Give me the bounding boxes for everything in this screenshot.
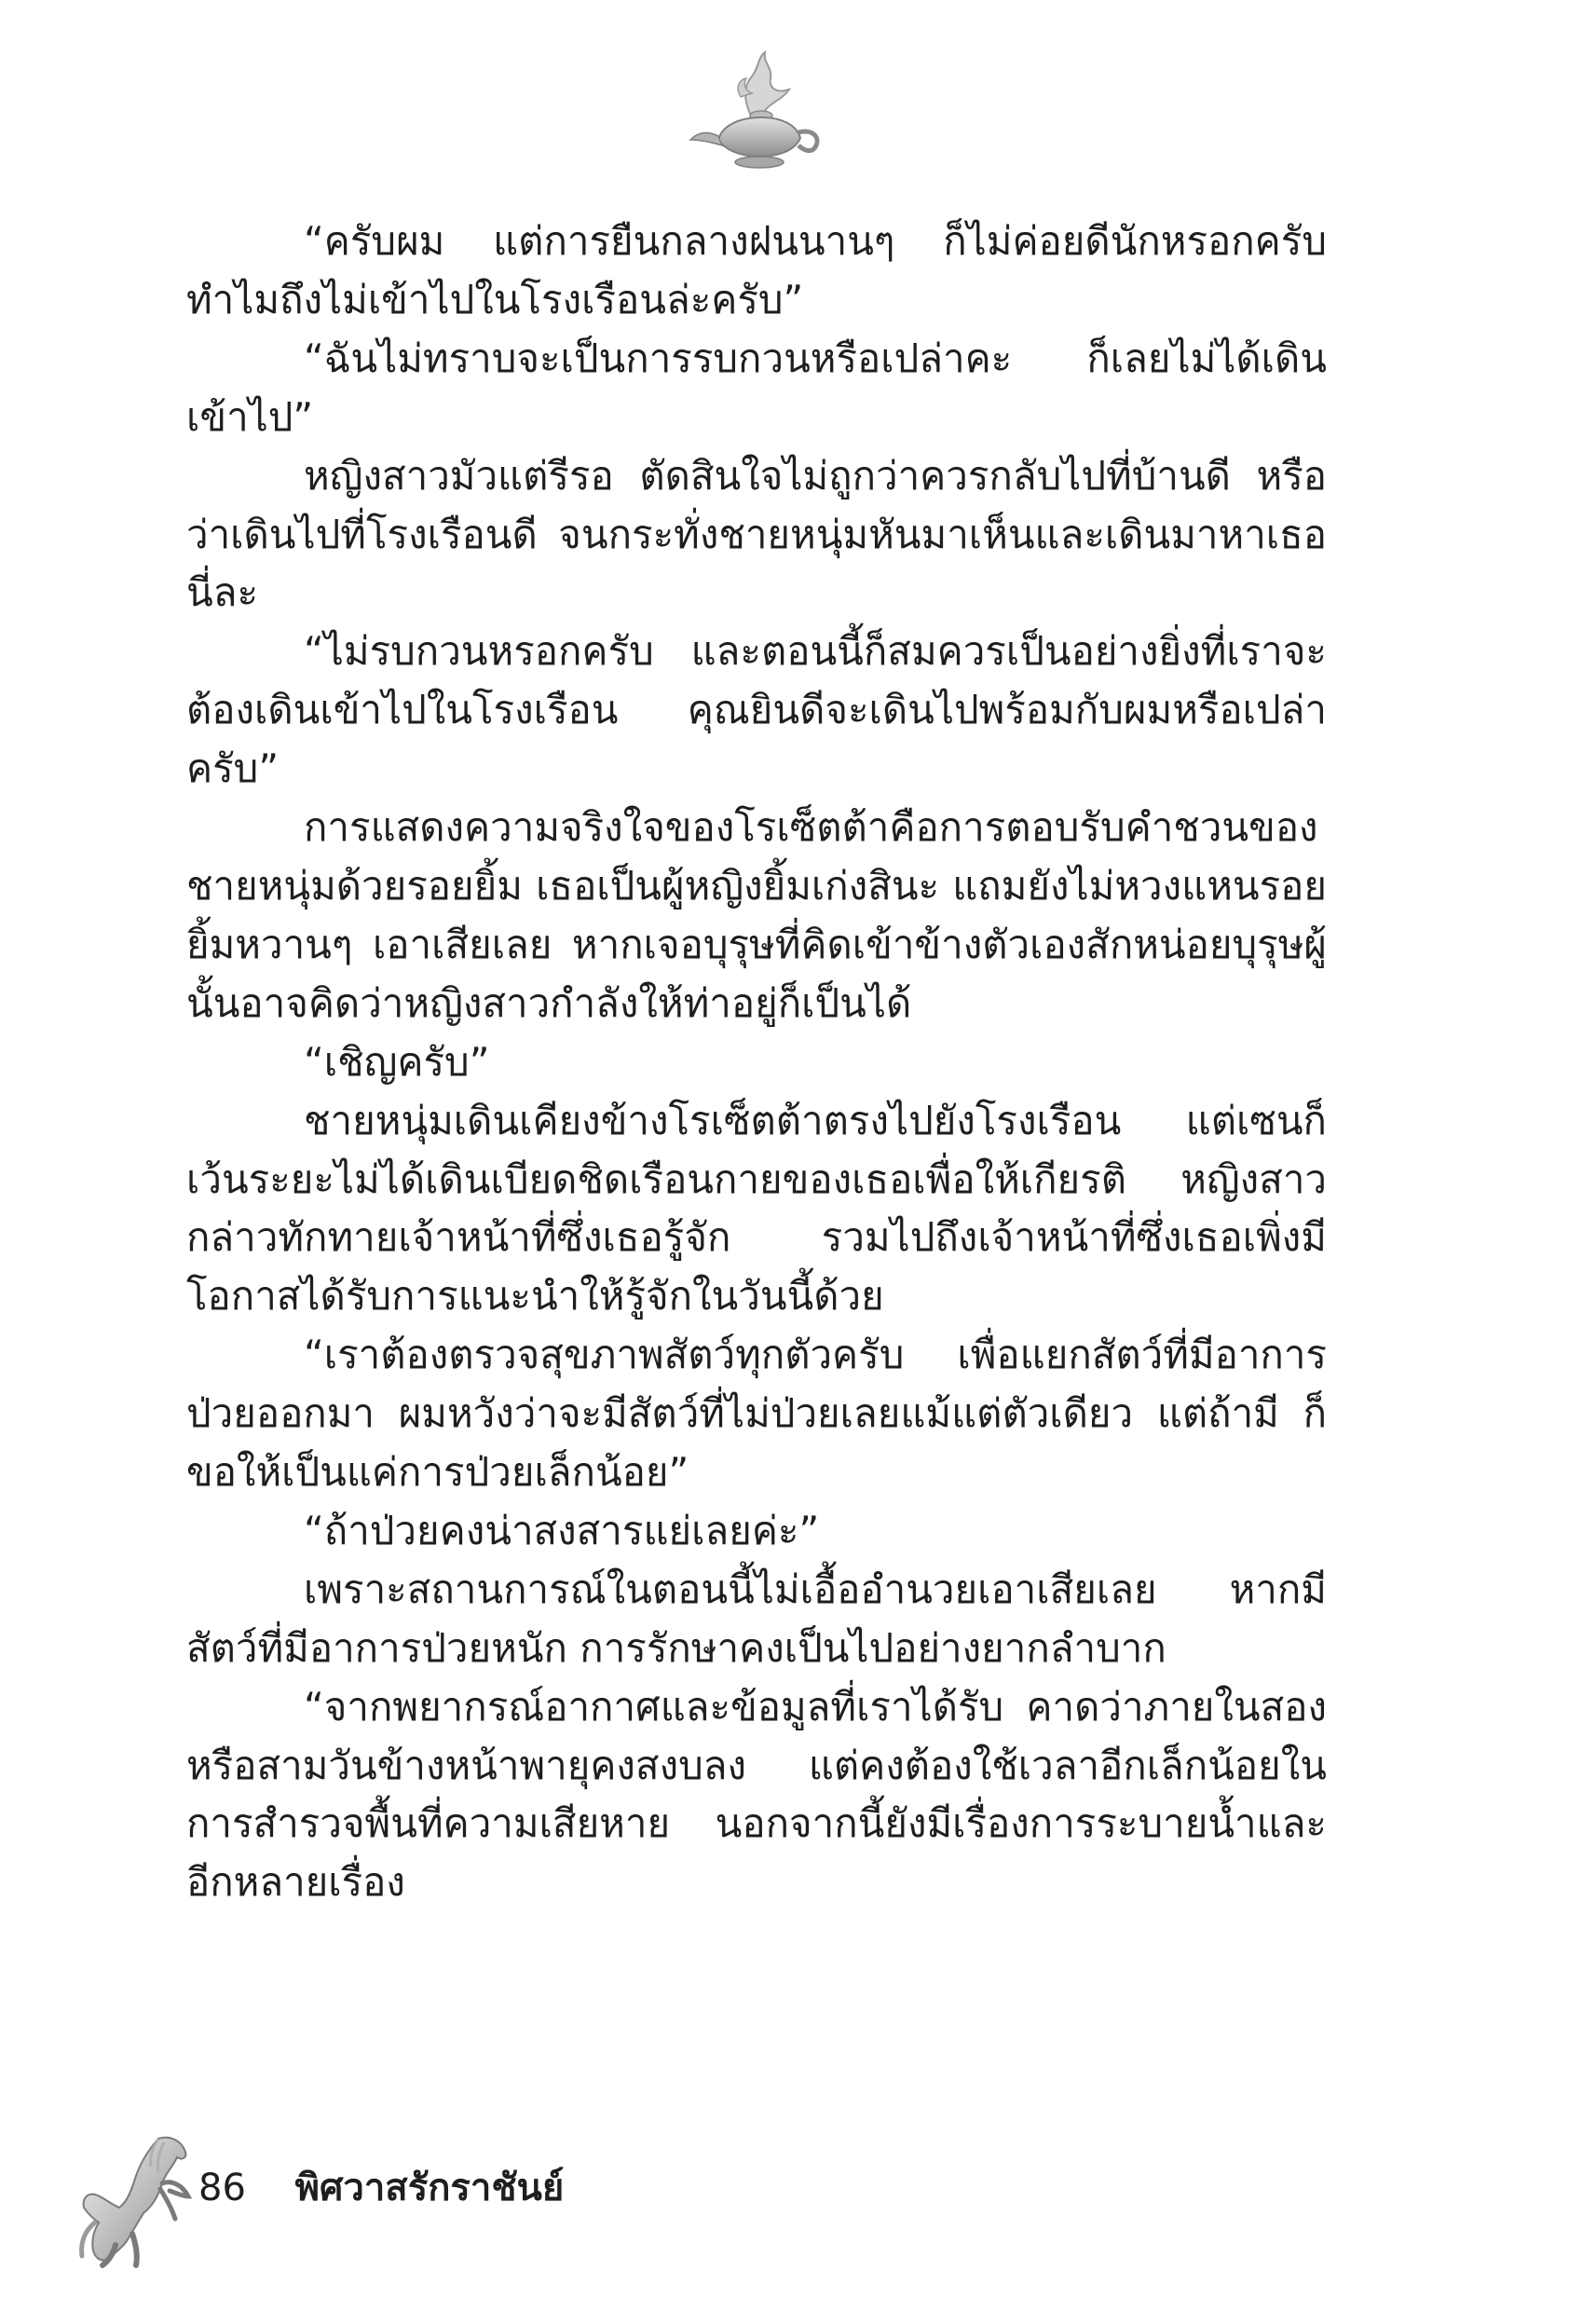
page-number: 86	[198, 2167, 246, 2209]
paragraph: การแสดงความจริงใจของโรเซ็ตต้าคือการตอบรับคำชวนของชายหนุ่มด้วยรอยยิ้ม เธอเป็นผู้หญิงยิ้มเก่งสินะ แถมยังไม่หวงแหนรอยยิ้มหวานๆ เอาเสียเลย หากเจอบุรุษที่คิดเข้าข้างตัวเองสักหน่อยบุรุษผู้นั้นอาจคิดว่าหญิงสาวกำลังให้ท่าอยู่ก็เป็นได้	[186, 804, 1327, 1026]
paragraph: “ฉันไม่ทราบจะเป็นการรบกวนหรือเปล่าคะ ก็เลยไม่ได้เดินเข้าไป”	[186, 335, 1327, 440]
genie-lamp-icon	[685, 47, 825, 177]
paragraph: “ครับผม แต่การยืนกลางฝนนานๆ ก็ไม่ค่อยดีนักหรอกครับ ทำไมถึงไม่เข้าไปในโรงเรือนล่ะครับ”	[186, 218, 1327, 322]
paragraph: “ไม่รบกวนหรอกครับ และตอนนี้ก็สมควรเป็นอย่างยิ่งที่เราจะต้องเดินเข้าไปในโรงเรือน คุณยินดีจะเดินไปพร้อมกับผมหรือเปล่าครับ”	[186, 628, 1327, 792]
page-footer	[198, 2160, 564, 2216]
paragraph: “จากพยากรณ์อากาศและข้อมูลที่เราได้รับ คาดว่าภายในสองหรือสามวันข้างหน้าพายุคงสงบลง แต่คงต้องใช้เวลาอีกเล็กน้อยในการสำรวจพื้นที่ความเสียหาย นอกจากนี้ยังมีเรื่องการระบายน้ำและอีกหลายเรื่อง	[186, 1683, 1327, 1906]
book-title: พิศวาสรักราชันย์	[294, 2167, 565, 2209]
paragraph: “เชิญครับ”	[304, 1038, 490, 1085]
paragraph: เพราะสถานการณ์ในตอนนี้ไม่เอื้ออำนวยเอาเสียเลย หากมีสัตว์ที่มีอาการป่วยหนัก การรักษาคงเป็นไปอย่างยากลำบาก	[186, 1566, 1327, 1671]
rearing-horse-icon	[73, 2129, 203, 2269]
paragraph: หญิงสาวมัวแต่รีรอ ตัดสินใจไม่ถูกว่าควรกลับไปที่บ้านดี หรือว่าเดินไปที่โรงเรือนดี จนกระทั่งชายหนุ่มหันมาเห็นและเดินมาหาเธอนี่ละ	[186, 452, 1327, 616]
paragraph: “ถ้าป่วยคงน่าสงสารแย่เลยค่ะ”	[304, 1507, 820, 1553]
body-text	[186, 212, 1327, 1912]
paragraph: “เราต้องตรวจสุขภาพสัตว์ทุกตัวครับ เพื่อแยกสัตว์ที่มีอาการป่วยออกมา ผมหวังว่าจะมีสัตว์ที่ไม่ป่วยเลยแม้แต่ตัวเดียว แต่ถ้ามี ก็ขอให้เป็นแค่การป่วยเล็กน้อย”	[186, 1332, 1327, 1496]
paragraph: ชายหนุ่มเดินเคียงข้างโรเซ็ตต้าตรงไปยังโรงเรือน แต่เซนก็เว้นระยะไม่ได้เดินเบียดชิดเรือนกายของเธอเพื่อให้เกียรติ หญิงสาวกล่าวทักทายเจ้าหน้าที่ซึ่งเธอรู้จัก รวมไปถึงเจ้าหน้าที่ซึ่งเธอเพิ่งมีโอกาสได้รับการแนะนำให้รู้จักในวันนี้ด้วย	[186, 1097, 1327, 1320]
